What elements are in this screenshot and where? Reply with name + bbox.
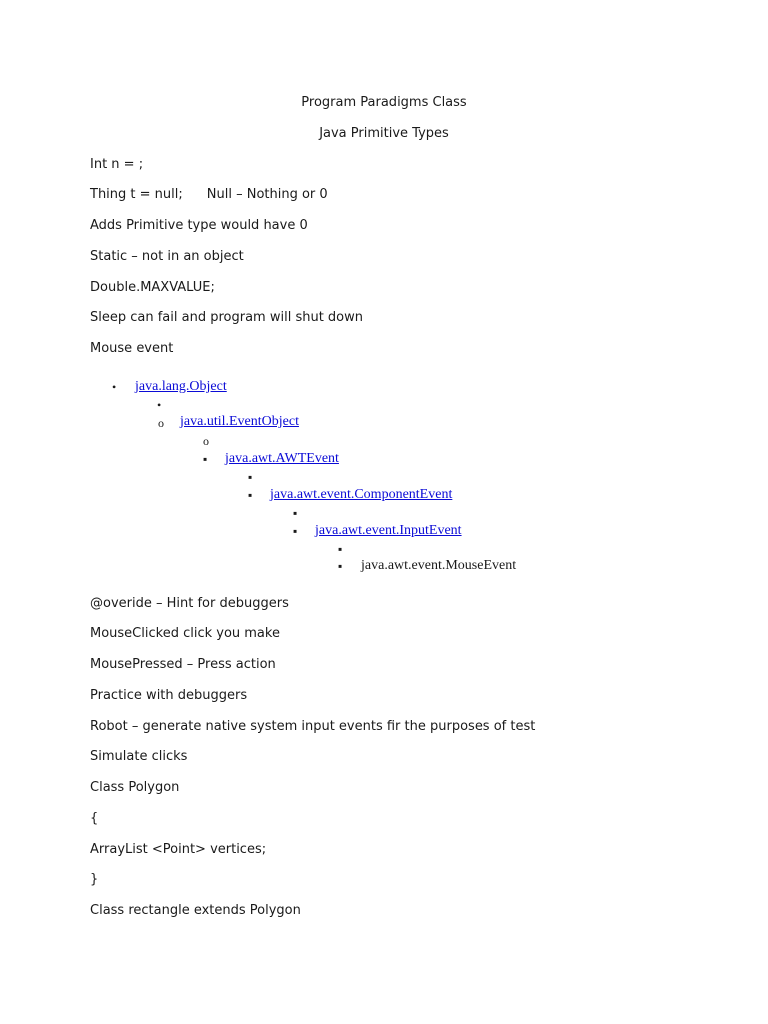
square-bullet-icon: ▪ (248, 470, 253, 484)
text-line-open-brace: { (90, 811, 99, 826)
thing-code: Thing t = null; (90, 187, 183, 202)
hierarchy-link-object[interactable]: java.lang.Object (135, 379, 227, 394)
text-line-robot: Robot – generate native system input events fir the purposes of test (90, 719, 536, 734)
document-title: Program Paradigms Class (301, 95, 467, 110)
text-line-arraylist: ArrayList <Point> vertices; (90, 842, 267, 857)
hierarchy-item-mouseevent: java.awt.event.MouseEvent (361, 558, 517, 573)
circle-bullet-icon: o (158, 416, 164, 430)
text-line-int: Int n = ; (90, 157, 144, 172)
hierarchy-link-awtevent[interactable]: java.awt.AWTEvent (225, 451, 339, 466)
disc-bullet-icon: • (157, 398, 162, 412)
square-bullet-icon: ▪ (293, 506, 298, 520)
text-line-mouseclicked: MouseClicked click you make (90, 626, 280, 641)
square-bullet-icon: ▪ (293, 524, 298, 538)
null-note: Null – Nothing or 0 (206, 187, 328, 202)
text-line-practice: Practice with debuggers (90, 688, 248, 703)
text-line-mousepressed: MousePressed – Press action (90, 657, 276, 672)
text-line-double: Double.MAXVALUE; (90, 280, 215, 295)
square-bullet-icon: ▪ (203, 452, 208, 466)
text-line-adds: Adds Primitive type would have 0 (90, 218, 308, 233)
hierarchy-link-componentevent[interactable]: java.awt.event.ComponentEvent (270, 487, 453, 502)
circle-bullet-icon: o (203, 434, 209, 448)
text-line-class-rectangle: Class rectangle extends Polygon (90, 903, 301, 918)
text-line-override: @overide – Hint for debuggers (90, 596, 289, 611)
square-bullet-icon: ▪ (338, 542, 343, 556)
text-line-class-polygon: Class Polygon (90, 780, 180, 795)
text-line-close-brace: } (90, 872, 99, 887)
square-bullet-icon: ▪ (338, 559, 343, 573)
hierarchy-link-eventobject[interactable]: java.util.EventObject (180, 414, 299, 429)
text-line-sleep: Sleep can fail and program will shut down (90, 310, 363, 325)
text-line-thing (90, 187, 328, 203)
text-line-static: Static – not in an object (90, 249, 244, 264)
document-subtitle: Java Primitive Types (319, 126, 449, 141)
square-bullet-icon: ▪ (248, 488, 253, 502)
hierarchy-link-inputevent[interactable]: java.awt.event.InputEvent (315, 523, 462, 538)
disc-bullet-icon: • (112, 380, 117, 394)
text-line-simulate: Simulate clicks (90, 749, 188, 764)
text-line-mouse-event: Mouse event (90, 341, 174, 356)
